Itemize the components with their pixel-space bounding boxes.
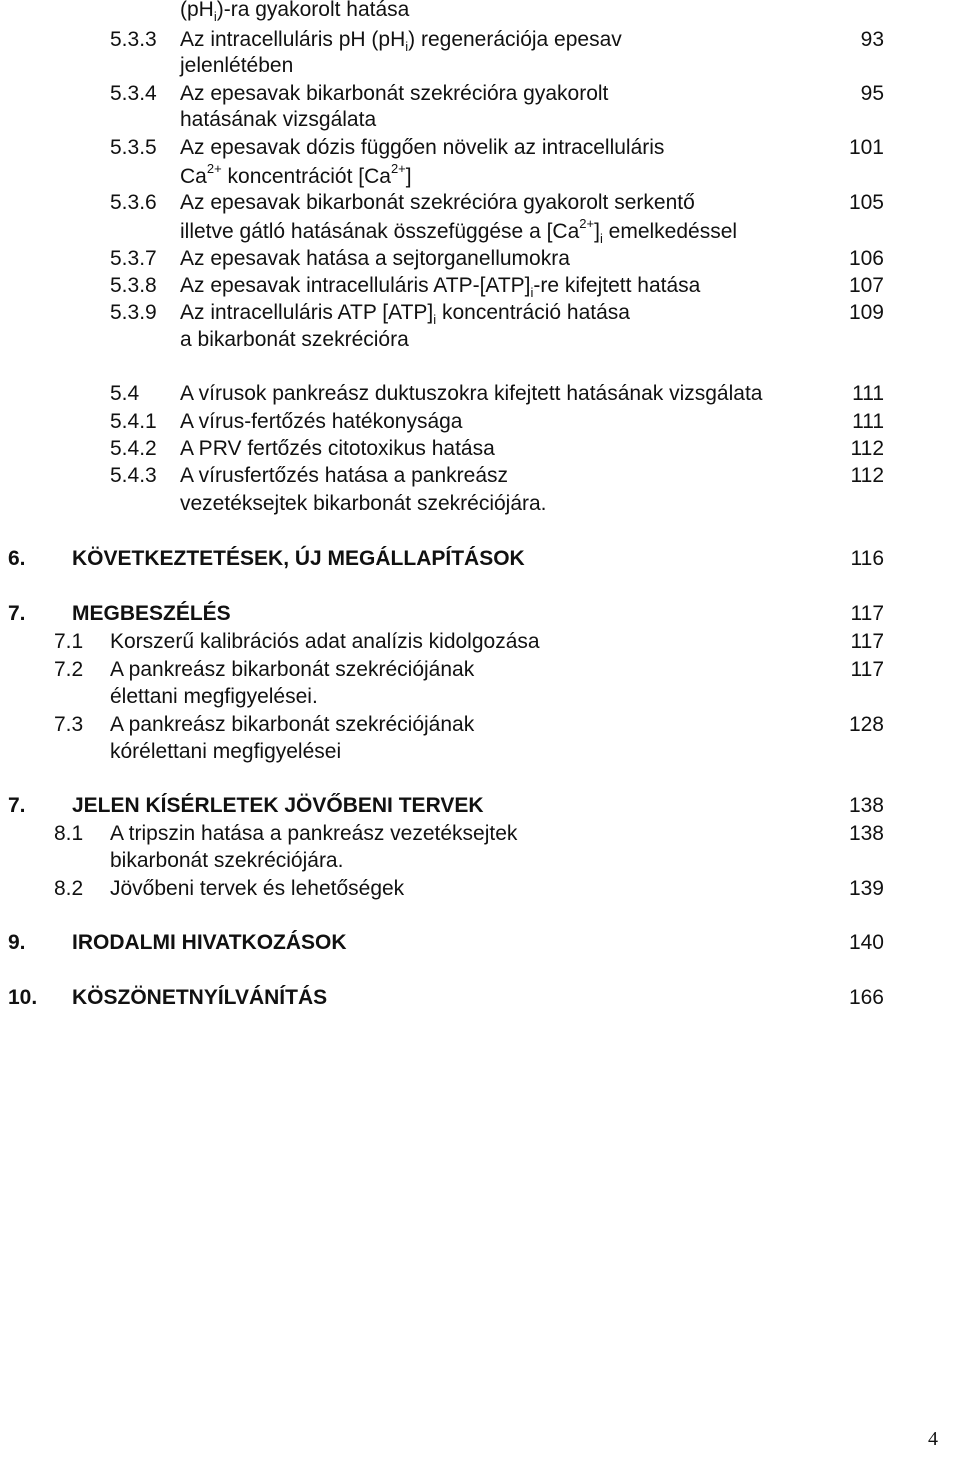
toc-chapter-title: MEGBESZÉLÉS	[72, 602, 231, 625]
toc-title-line2: jelenlétében	[180, 54, 294, 77]
toc-number: 5.3.4	[110, 82, 157, 105]
toc-title: A pankreász bikarbonát szekréciójának	[110, 658, 475, 681]
toc-title: Az epesavak intracelluláris ATP-$[ATP]_i-re$ kifejtett hatása	[180, 274, 701, 301]
toc-title: Az epesavak hatása a sejtorganellumokra	[180, 247, 570, 270]
toc-page-number: 95	[860, 82, 884, 105]
toc-chapter-title: KÖVETKEZTETÉSEK, ÚJ MEGÁLLAPÍTÁSOK	[72, 547, 525, 570]
toc-chapter-title: IRODALMI HIVATKOZÁSOK	[72, 931, 347, 954]
toc-page-number: 140	[848, 931, 884, 954]
toc-page-number: 166	[848, 986, 884, 1009]
toc-number: 5.3.3	[110, 28, 157, 51]
toc-title: Jövőbeni tervek és lehetőségek	[110, 877, 405, 900]
toc-title-line2: bikarbonát szekréciójára.	[110, 849, 344, 872]
page-number-footer: 4	[928, 1428, 938, 1450]
toc-page-number: 128	[848, 713, 884, 736]
toc-page-number: 117	[850, 630, 884, 653]
toc-page-number: 139	[848, 877, 884, 900]
toc-number: 5.4.2	[110, 437, 157, 460]
toc-title: A vírusok pankreász duktuszokra kifejtett hatásának vizsgálata	[180, 382, 763, 405]
toc-continuation-line: $(pH_i)-ra$ gyakorolt hatása	[180, 0, 410, 25]
toc-title: A PRV fertőzés citotoxikus hatása	[180, 437, 495, 460]
toc-title: Korszerű kalibrációs adat analízis kidolgozása	[110, 630, 540, 653]
toc-number: 5.3.6	[110, 191, 157, 214]
toc-page-number: 109	[848, 301, 884, 324]
toc-number: 5.4	[110, 382, 140, 405]
toc-title-line2: a bikarbonát szekrécióra	[180, 328, 409, 351]
toc-page-number: 93	[860, 28, 884, 51]
toc-title-line2: $Ca^{2+}$ koncentrációt $[Ca^{2+}]$	[180, 161, 412, 188]
toc-chapter-title: JELEN KÍSÉRLETEK JÖVŐBENI TERVEK	[72, 794, 484, 817]
toc-chapter-number: 10.	[8, 986, 38, 1009]
toc-page-number: 105	[848, 191, 884, 214]
toc-page-number: 111	[852, 382, 884, 405]
toc-title: A pankreász bikarbonát szekréciójának	[110, 713, 475, 736]
toc-number: 5.4.1	[110, 410, 157, 433]
toc-chapter-number: 9.	[8, 931, 26, 954]
toc-title-line2: kórélettani megfigyelései	[110, 740, 342, 763]
toc-page-number: 117	[850, 602, 884, 625]
toc-chapter-title: KÖSZÖNETNYÍLVÁNÍTÁS	[72, 986, 328, 1009]
toc-title: A vírus-fertőzés hatékonysága	[180, 410, 463, 433]
toc-number: 5.3.5	[110, 136, 157, 159]
toc-page-number: 112	[850, 464, 884, 487]
toc-number: 7.3	[54, 713, 84, 736]
toc-title: Az intracelluláris pH $(pH_i)$ regenerációja epesav	[180, 28, 622, 55]
toc-number: 7.2	[54, 658, 84, 681]
toc-page-number: 138	[848, 822, 884, 845]
toc-page-number: 112	[850, 437, 884, 460]
toc-title: Az epesavak dózis függően növelik az intracelluláris	[180, 136, 665, 159]
toc-title: A tripszin hatása a pankreász vezetéksejtek	[110, 822, 518, 845]
toc-page-number: 117	[850, 658, 884, 681]
toc-title-line2: vezetéksejtek bikarbonát szekréciójára.	[180, 492, 547, 515]
toc-number: 8.1	[54, 822, 84, 845]
toc-number: 5.3.7	[110, 247, 157, 270]
toc-title: A vírusfertőzés hatása a pankreász	[180, 464, 509, 487]
toc-title-line2: hatásának vizsgálata	[180, 108, 377, 131]
toc-page-number: 111	[852, 410, 884, 433]
toc-page-number: 106	[848, 247, 884, 270]
toc-chapter-number: 7.	[8, 794, 26, 817]
toc-number: 8.2	[54, 877, 84, 900]
toc-number: 5.3.9	[110, 301, 157, 324]
toc-number: 5.3.8	[110, 274, 157, 297]
toc-title: Az epesavak bikarbonát szekrécióra gyakorolt	[180, 82, 609, 105]
toc-title: Az epesavak bikarbonát szekrécióra gyakorolt serkentő	[180, 191, 695, 214]
toc-title: Az intracelluláris ATP $[ATP]_i$ koncentráció hatása	[180, 301, 630, 328]
toc-page-number: 107	[848, 274, 884, 297]
toc-page-number: 116	[850, 547, 884, 570]
toc-number: 5.4.3	[110, 464, 157, 487]
toc-chapter-number: 7.	[8, 602, 26, 625]
toc-title-line2: illetve gátló hatásának összefüggése a $[Ca^{2+}]_i$ emelkedéssel	[180, 216, 738, 247]
toc-chapter-number: 6.	[8, 547, 26, 570]
toc-page-number: 101	[848, 136, 884, 159]
toc-number: 7.1	[54, 630, 84, 653]
toc-page-number: 138	[848, 794, 884, 817]
toc-title-line2: élettani megfigyelései.	[110, 685, 318, 708]
